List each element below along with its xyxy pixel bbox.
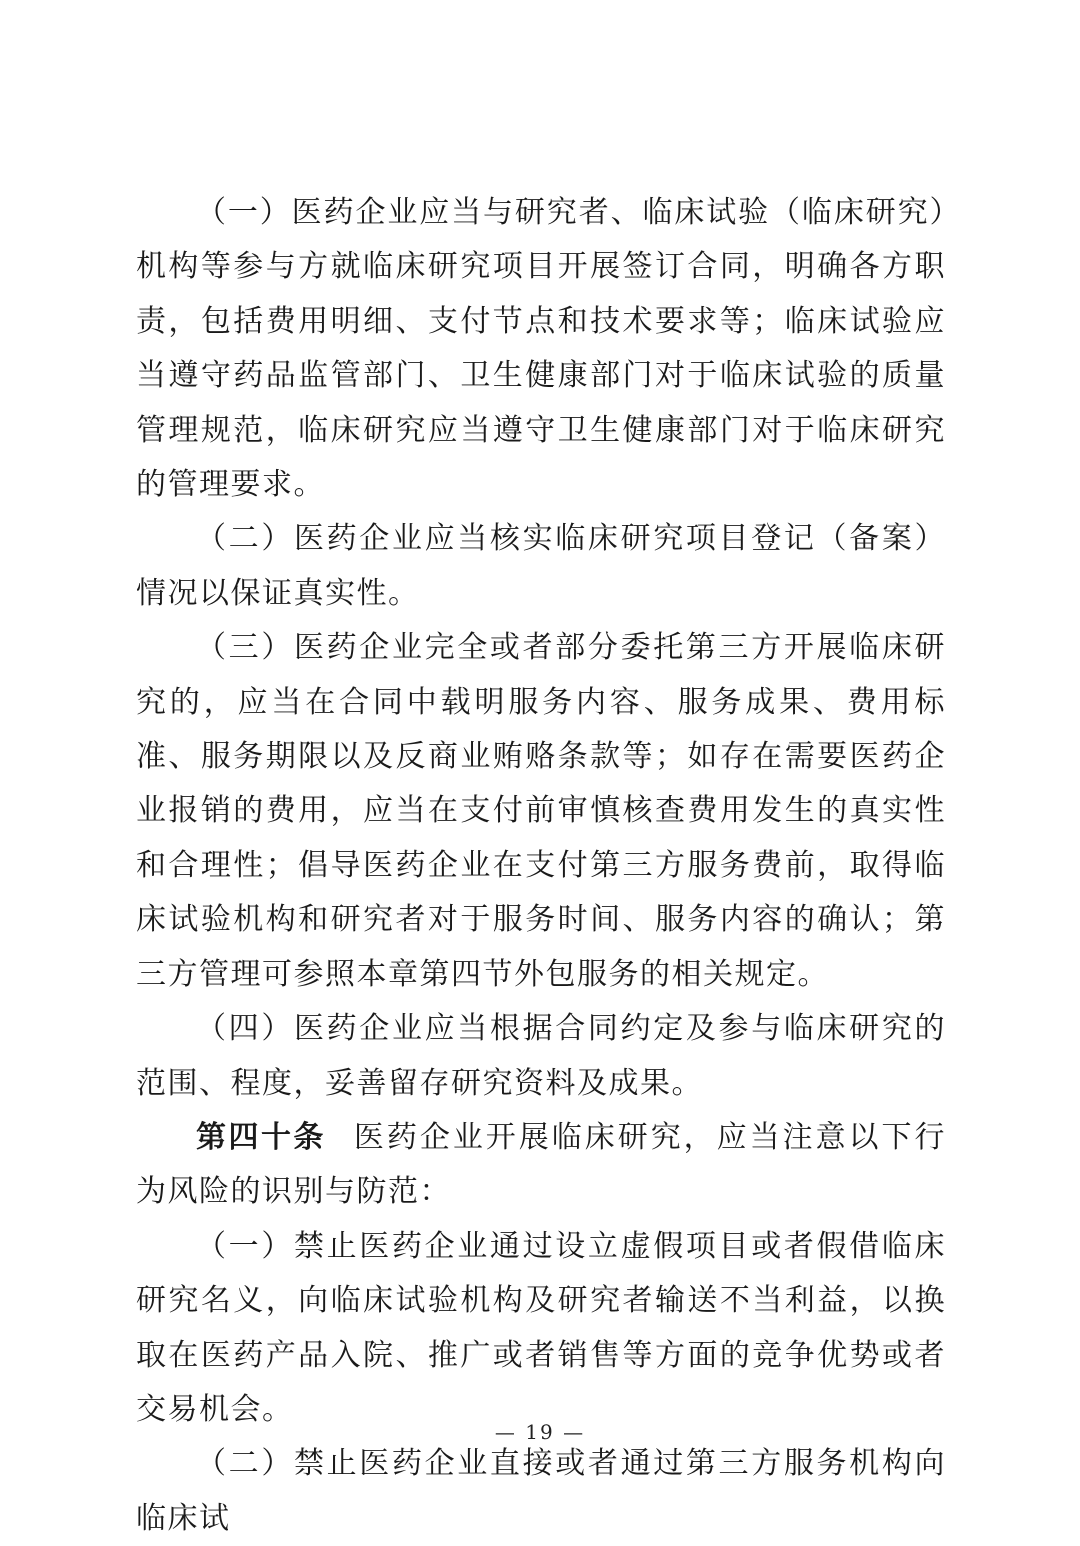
paragraph-item-2: （二）医药企业应当核实临床研究项目登记（备案）情况以保证真实性。 — [136, 521, 946, 611]
article-heading: 第四十条 — [196, 1119, 326, 1155]
document-body — [136, 186, 946, 1546]
paragraph-item-1: （一）医药企业应当与研究者、临床试验（临床研究）机构等参与方就临床研究项目开展签订合同，明确各方职责，包括费用明细、支付节点和技术要求等；临床试验应当遵守药品监管部门、卫生健康部门对于临床试验的质量管理规范，临床研究应当遵守卫生健康部门对于临床研究的管理要求。 — [136, 195, 946, 503]
risk-item-1: （一）禁止医药企业通过设立虚假项目或者假借临床研究名义，向临床试验机构及研究者输送不当利益，以换取在医药产品入院、推广或者销售等方面的竞争优势或者交易机会。 — [136, 1228, 946, 1427]
page-number: — 19 — — [494, 1420, 586, 1444]
paragraph-item-3: （三）医药企业完全或者部分委托第三方开展临床研究的，应当在合同中载明服务内容、服务成果、费用标准、服务期限以及反商业贿赂条款等；如存在需要医药企业报销的费用，应当在支付前审慎核查费用发生的真实性和合理性；倡导医药企业在支付第三方服务费前，取得临床试验机构和研究者对于服务时间、服务内容的确认；第三方管理可参照本章第四节外包服务的相关规定。 — [136, 630, 946, 992]
article-text: 医药企业开展临床研究，应当注意以下行为风险的识别与防范： — [136, 1119, 947, 1210]
article-40-paragraph — [136, 1111, 946, 1220]
paragraph-item-4: （四）医药企业应当根据合同约定及参与临床研究的范围、程度，妥善留存研究资料及成果。 — [136, 1011, 946, 1101]
risk-item-2: （二）禁止医药企业直接或者通过第三方服务机构向临床试 — [136, 1446, 946, 1536]
